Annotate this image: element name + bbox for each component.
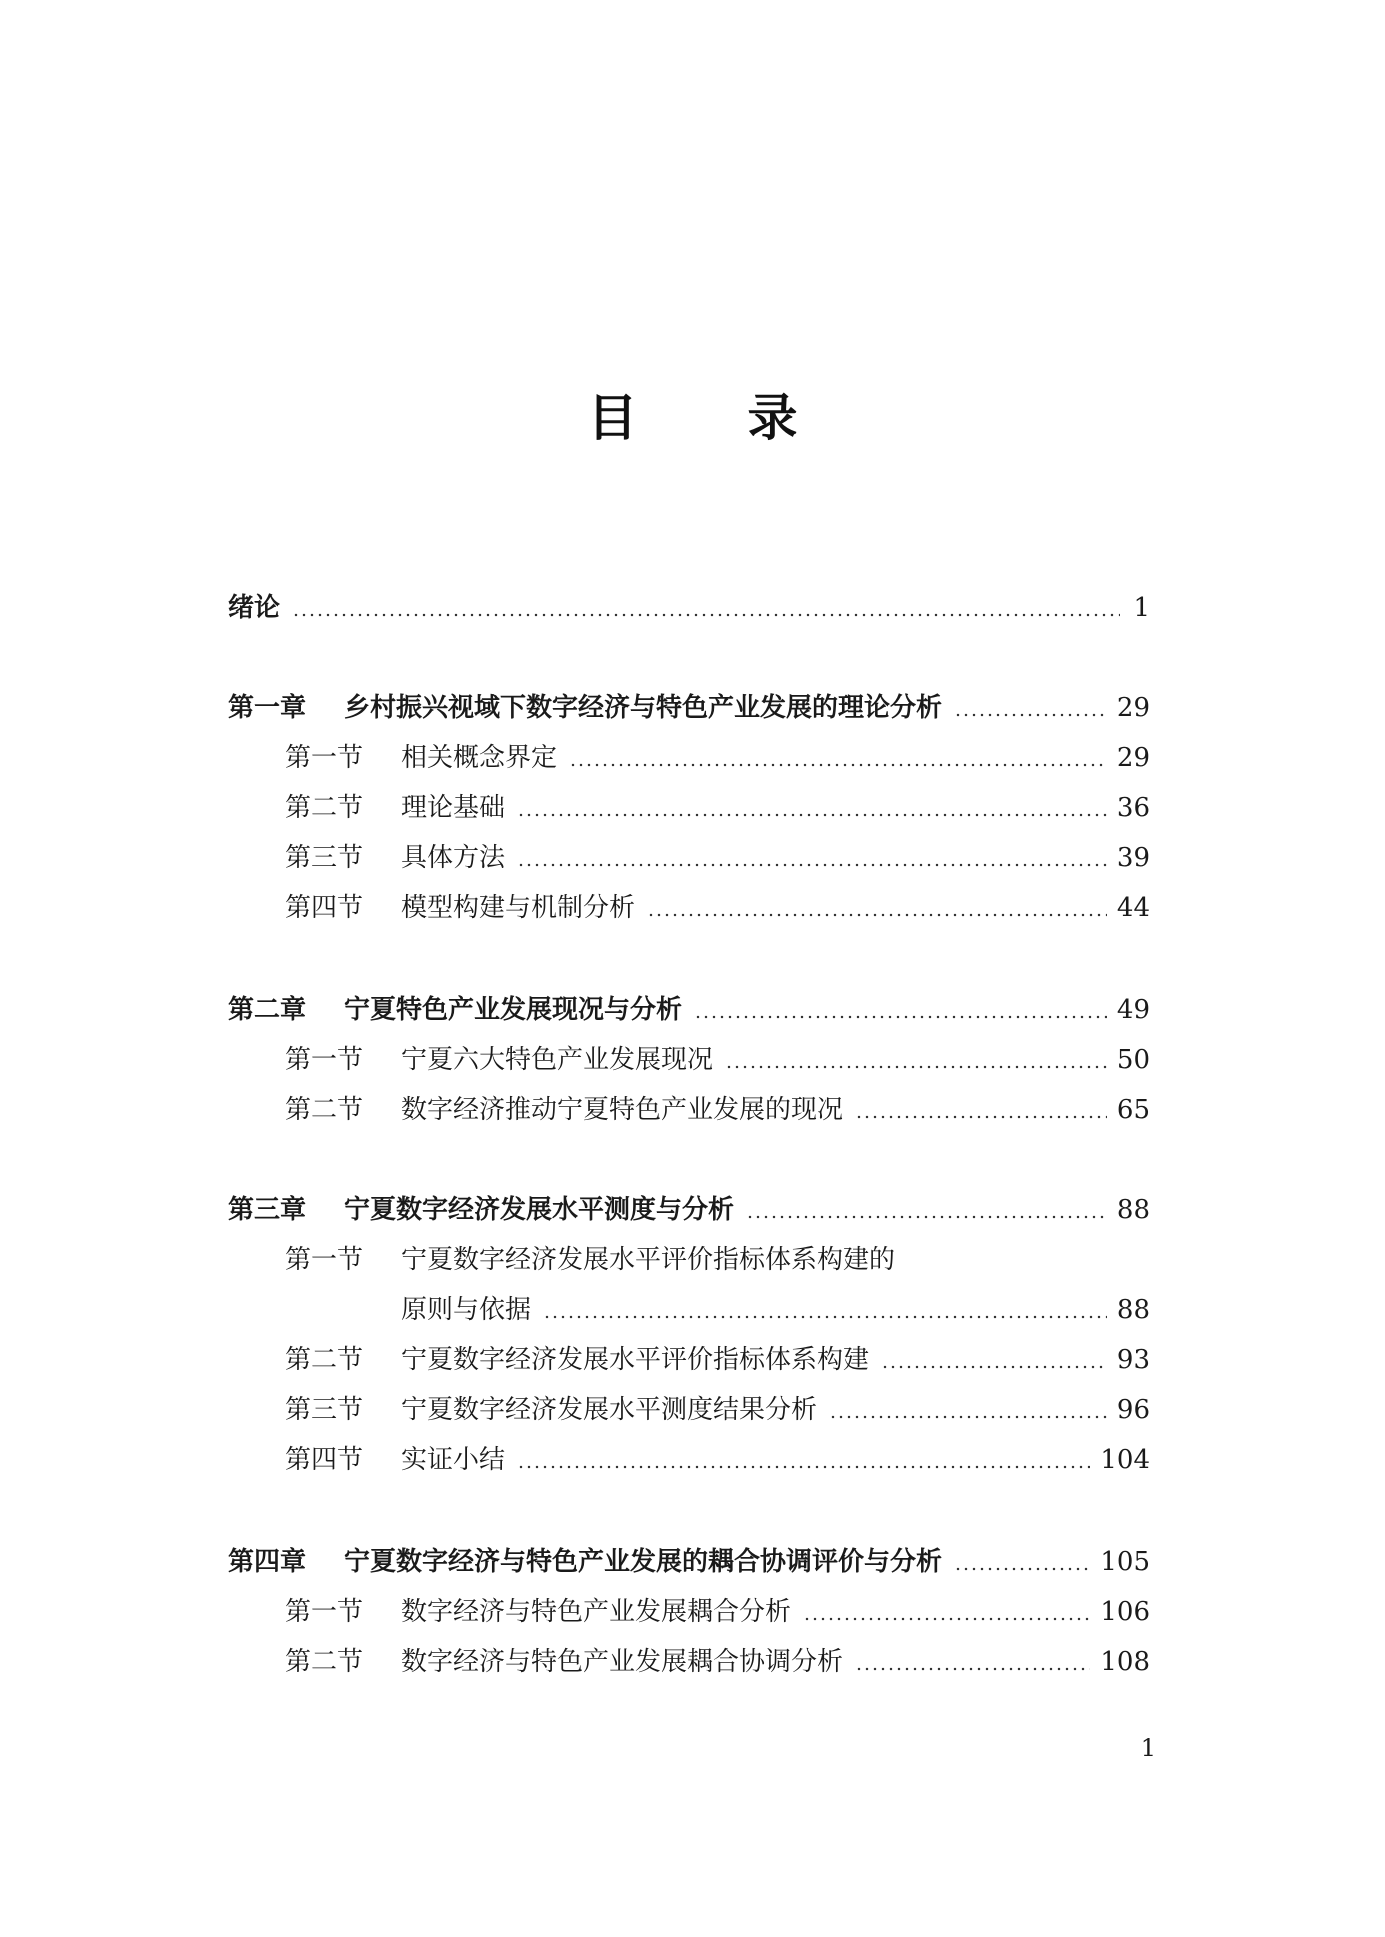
dot-leader — [881, 1365, 1107, 1369]
section-prefix: 第一节 — [285, 1245, 364, 1275]
section-title-continued: 原则与依据 — [401, 1295, 532, 1325]
dot-leader — [517, 1465, 1090, 1469]
toc-entry-intro[interactable] — [228, 590, 1150, 626]
toc-section[interactable] — [228, 840, 1150, 876]
section-title: 理论基础 — [401, 793, 506, 823]
dot-leader — [517, 813, 1107, 817]
toc-section[interactable] — [228, 1342, 1150, 1378]
dot-leader — [803, 1617, 1090, 1621]
dot-leader — [694, 1015, 1107, 1019]
toc-page-number: 104 — [1100, 1445, 1150, 1475]
section-title: 宁夏六大特色产业发展现况 — [401, 1045, 714, 1075]
section-prefix: 第二节 — [285, 793, 364, 823]
toc-page-number: 49 — [1116, 995, 1150, 1025]
section-prefix: 第三节 — [285, 1395, 364, 1425]
toc-section[interactable] — [228, 1092, 1150, 1128]
section-title: 相关概念界定 — [401, 743, 558, 773]
section-title: 数字经济与特色产业发展耦合分析 — [401, 1597, 792, 1627]
chapter-title: 宁夏数字经济发展水平测度与分析 — [344, 1195, 735, 1225]
toc-section[interactable] — [228, 1392, 1150, 1428]
section-prefix: 第二节 — [285, 1647, 364, 1677]
toc-page-number: 29 — [1116, 743, 1150, 773]
section-title: 具体方法 — [401, 843, 506, 873]
toc-page-number: 44 — [1116, 893, 1150, 923]
toc-section[interactable] — [228, 790, 1150, 826]
toc-page-number: 108 — [1100, 1647, 1150, 1677]
toc-page-number: 93 — [1116, 1345, 1150, 1375]
toc-chapter-3[interactable] — [228, 1192, 1150, 1228]
section-title: 数字经济与特色产业发展耦合协调分析 — [401, 1647, 844, 1677]
title-char-2: 录 — [747, 389, 798, 447]
chapter-prefix: 第三章 — [228, 1195, 307, 1225]
toc-section[interactable] — [228, 1644, 1150, 1680]
dot-leader — [829, 1415, 1107, 1419]
section-title: 宁夏数字经济发展水平评价指标体系构建的 — [401, 1245, 896, 1275]
title-char-1: 目 — [587, 389, 638, 447]
toc-section-continuation[interactable] — [228, 1292, 1150, 1328]
toc-page-number: 88 — [1116, 1295, 1150, 1325]
chapter-prefix: 第二章 — [228, 995, 307, 1025]
dot-leader — [647, 913, 1107, 917]
chapter-title: 乡村振兴视域下数字经济与特色产业发展的理论分析 — [344, 693, 943, 723]
toc-page-number: 1 — [1133, 593, 1150, 623]
chapter-title: 宁夏特色产业发展现况与分析 — [344, 995, 683, 1025]
dot-leader — [725, 1065, 1107, 1069]
toc-chapter-4[interactable] — [228, 1544, 1150, 1580]
section-prefix: 第三节 — [285, 843, 364, 873]
toc-page-number: 39 — [1116, 843, 1150, 873]
section-prefix: 第二节 — [285, 1345, 364, 1375]
toc-section[interactable] — [228, 1242, 1150, 1278]
toc-chapter-2[interactable] — [228, 992, 1150, 1028]
dot-leader — [954, 713, 1107, 717]
toc-page-number: 65 — [1116, 1095, 1150, 1125]
toc-section[interactable] — [228, 890, 1150, 926]
chapter-prefix: 第四章 — [228, 1547, 307, 1577]
dot-leader — [855, 1667, 1090, 1671]
page-number: 1 — [1140, 1734, 1156, 1762]
toc-page-number: 96 — [1116, 1395, 1150, 1425]
section-prefix: 第四节 — [285, 1445, 364, 1475]
section-prefix: 第一节 — [285, 1045, 364, 1075]
section-title: 数字经济推动宁夏特色产业发展的现况 — [401, 1095, 844, 1125]
toc-section[interactable] — [228, 740, 1150, 776]
toc-page-number: 106 — [1100, 1597, 1150, 1627]
toc-section[interactable] — [228, 1042, 1150, 1078]
toc-section[interactable] — [228, 1594, 1150, 1630]
dot-leader — [543, 1315, 1107, 1319]
toc-page-number: 105 — [1100, 1547, 1150, 1577]
toc-section[interactable] — [228, 1442, 1150, 1478]
section-title: 宁夏数字经济发展水平评价指标体系构建 — [401, 1345, 870, 1375]
section-title: 模型构建与机制分析 — [401, 893, 636, 923]
toc-page-number: 50 — [1116, 1045, 1150, 1075]
chapter-prefix: 第一章 — [228, 693, 307, 723]
chapter-title: 宁夏数字经济与特色产业发展的耦合协调评价与分析 — [344, 1547, 943, 1577]
section-prefix: 第一节 — [285, 1597, 364, 1627]
section-prefix: 第一节 — [285, 743, 364, 773]
toc-entry-title: 绪论 — [228, 593, 281, 623]
section-title: 宁夏数字经济发展水平测度结果分析 — [401, 1395, 818, 1425]
page-title — [0, 378, 1385, 450]
section-prefix: 第二节 — [285, 1095, 364, 1125]
dot-leader — [746, 1215, 1107, 1219]
toc-page-number: 36 — [1116, 793, 1150, 823]
section-prefix: 第四节 — [285, 893, 364, 923]
toc-chapter-1[interactable] — [228, 690, 1150, 726]
dot-leader — [855, 1115, 1107, 1119]
toc-page-number: 88 — [1116, 1195, 1150, 1225]
dot-leader — [569, 763, 1107, 767]
dot-leader — [954, 1567, 1090, 1571]
dot-leader — [292, 613, 1120, 617]
toc-page-number: 29 — [1116, 693, 1150, 723]
dot-leader — [517, 863, 1107, 867]
section-title: 实证小结 — [401, 1445, 506, 1475]
